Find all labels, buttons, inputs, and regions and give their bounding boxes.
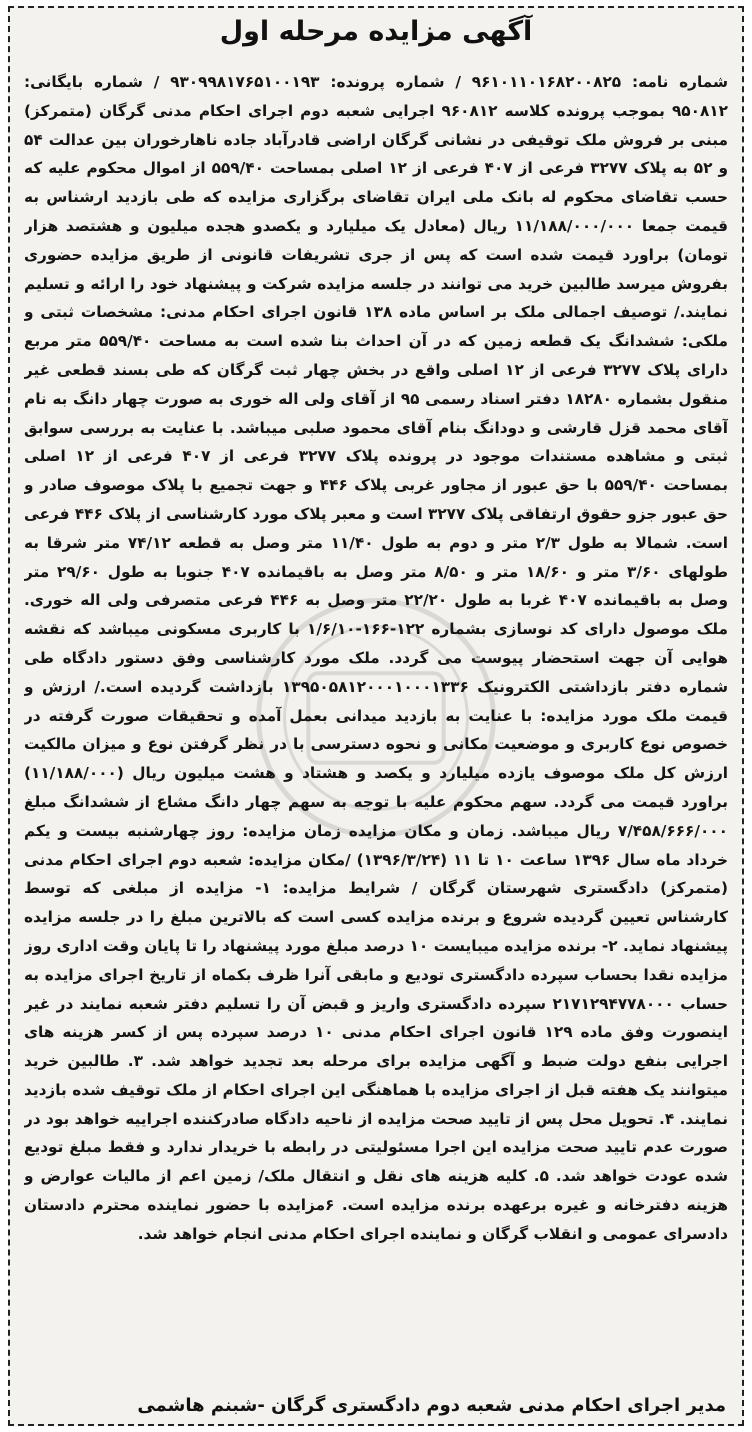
notice-title: آگهی مزایده مرحله اول xyxy=(219,16,533,47)
newspaper-notice-clipping xyxy=(8,6,744,1426)
notice-body-text: شماره نامه: ۹۶۱۰۱۱۰۱۶۸۲۰۰۸۲۵ / شماره پرونده: ۹۳۰۹۹۸۱۷۶۵۱۰۰۱۹۳ / شماره بایگانی: ۹۵۰۸۱۲ بموجب پرونده کلاسه ۹۶۰۸۱۲ اجرایی شعبه دوم اجرای احکام مدنی گرگان (متمرکز) مبنی بر فروش ملک توقیفی در نشانی گرگان اراضی قادرآباد جاده ناهارخوران بین عدالت ۵۴ و ۵۲ به پلاک ۳۲۷۷ فرعی از ۴۰۷ فرعی از ۱۲ اصلی بمساحت ۵۵۹/۴۰ از اموال محکوم علیه که حسب تقاضای محکوم له بانک ملی ایران تقاضای برگزاری مزایده که طی بازدید ارشناس به قیمت جمعا ۱۱/۱۸۸/۰۰۰/۰۰۰ ریال (معادل یک میلیارد و یکصدو هجده میلیون و هشتصد هزار تومان) براورد قیمت شده است که پس از جری تشریفات قانونی از طریق مزایده حضوری بفروش میرسد طالبین خرید می توانند در جلسه مزایده شرکت و پیشنهاد خود را ارائه و تسلیم نمایند./ توصیف اجمالی ملک بر اساس ماده ۱۳۸ قانون اجرای احکام مدنی: مشخصات ثبتی و ملکی: ششدانگ یک قطعه زمین که در آن احداث بنا شده است به مساحت ۵۵۹/۴۰ متر مربع دارای پلاک ۳۲۷۷ فرعی از ۱۲ اصلی واقع در بخش چهار ثبت گرگان که طی بسند قطعی غیر منقول بشماره ۱۸۲۸۰ دفتر اسناد رسمی ۹۵ از آقای ولی اله خوری به صورت چهار دانگ به نام آقای محمد قزل قارشی و دودانگ بنام آقای محمود صلبی میباشد. با عنایت به بررسی سوابق ثبتی و مشاهده مستندات موجود در پرونده پلاک ۳۲۷۷ فرعی از ۴۰۷ فرعی از ۱۲ اصلی بمساحت ۵۵۹/۴۰ با حق عبور از مجاور غربی پلاک ۴۴۶ و جهت تجمیع با پلاک موصوف صادر و حق عبور جزو حقوق ارتفاقی پلاک ۳۲۷۷ است و معبر پلاک مورد کارشناسی از پلاک ۴۴۶ فرعی است. شمالا به طول ۲/۳ متر و دوم به طول ۱۱/۴۰ متر وصل به قطعه ۷۴/۱۲ متر شرقا به طولهای ۳/۶۰ متر و ۱۸/۶۰ متر و ۸/۵۰ متر وصل به باقیمانده ۴۰۷ جنوبا به طول ۲۹/۶۰ متر وصل به باقیمانده ۴۰۷ غربا به طول ۲۲/۲۰ متر وصل به ۴۴۶ فرعی متصرفی ولی اله خوری. ملک موصول دارای کد نوسازی بشماره ۱۲۲-۱۶۶-۱/۶/۱۰ با کاربری مسکونی میباشد که نقشه هوایی آن جهت استحضار پیوست می گردد. ملک مورد کارشناسی وفق دستور دادگاه طی شماره دفتر بازداشتی الکترونیک ۱۳۹۵۰۵۸۱۲۰۰۰۱۰۰۰۱۳۳۶ بازداشت گردیده است./ ارزش و قیمت ملک مورد مزایده: با عنایت به بازدید میدانی بعمل آمده و تحقیقات صورت گرفته در خصوص نوع کاربری و موضعیت مکانی و نحوه دسترسی با در نظر گرفتن نوع و میزان مالکیت ارزش کل ملک موصوف یازده میلیارد و یکصد و هشتاد و هشت میلیون ریال (۱۱/۱۸۸/۰۰۰) براورد قیمت می گردد. سهم محکوم علیه با توجه به سهم چهار دانگ مشاع از ششدانگ مبلغ ۷/۴۵۸/۶۶۶/۰۰۰ ریال میباشد. زمان و مکان مزایده زمان مزایده: روز چهارشنبه بیست و یکم خرداد ماه سال ۱۳۹۶ ساعت ۱۰ تا ۱۱ (۱۳۹۶/۳/۲۴) /مکان مزایده: شعبه دوم اجرای احکام مدنی (متمرکز) دادگستری شهرستان گرگان / شرایط مزایده: ۱- مزایده از مبلغی که توسط کارشناس تعیین گردیده شروع و برنده مزایده کسی است که بالاترین مبلغ را در جلسه مزایده پیشنهاد نماید. ۲- برنده مزایده میبایست ۱۰ درصد مبلغ مورد پیشنهاد را تا پایان وقت اداری روز مزایده نقدا بحساب سپرده دادگستری تودیع و مابقی آنرا ظرف بکماه از تاریخ اجرای مزایده به حساب ۲۱۷۱۲۹۴۷۷۸۰۰۰ سپرده دادگستری واریز و قبض آن را تسلیم دفتر شعبه نمایند در غیر اینصورت وفق ماده ۱۲۹ قانون اجرای احکام مدنی ۱۰ درصد سپرده پس از کسر هزینه های اجرایی بنفع دولت ضبط و آگهی مزایده برای مرحله بعد تجدید خواهد شد. ۳. طالبین خرید میتوانند یک هفته قبل از اجرای مزایده با هماهنگی این اجرای احکام از ملک توقیف شده بازدید نمایند. ۴. تحویل محل پس از تایید صحت مزایده از ناحیه دادگاه صادرکننده اجراییه خواهد بود در صورت عدم تایید صحت مزایده این اجرا مسئولیتی در رابطه با خریدار ندارد و فقط مبلغ تودیع شده عودت خواهد شد. ۵. کلیه هزینه های نقل و انتقال ملک/ زمین اعم از مالیات عوارض و هزینه دفترخانه و غیره برعهده برنده مزایده است. ۶مزایده با حضور نماینده محترم دادستان دادسرای عمومی و انقلاب گرگان و نماینده اجرای احکام مدنی انجام خواهد شد. xyxy=(24,73,728,1243)
notice-signature: مدیر اجرای احکام مدنی شعبه دوم دادگستری گرگان -شبنم هاشمی xyxy=(137,1395,726,1416)
